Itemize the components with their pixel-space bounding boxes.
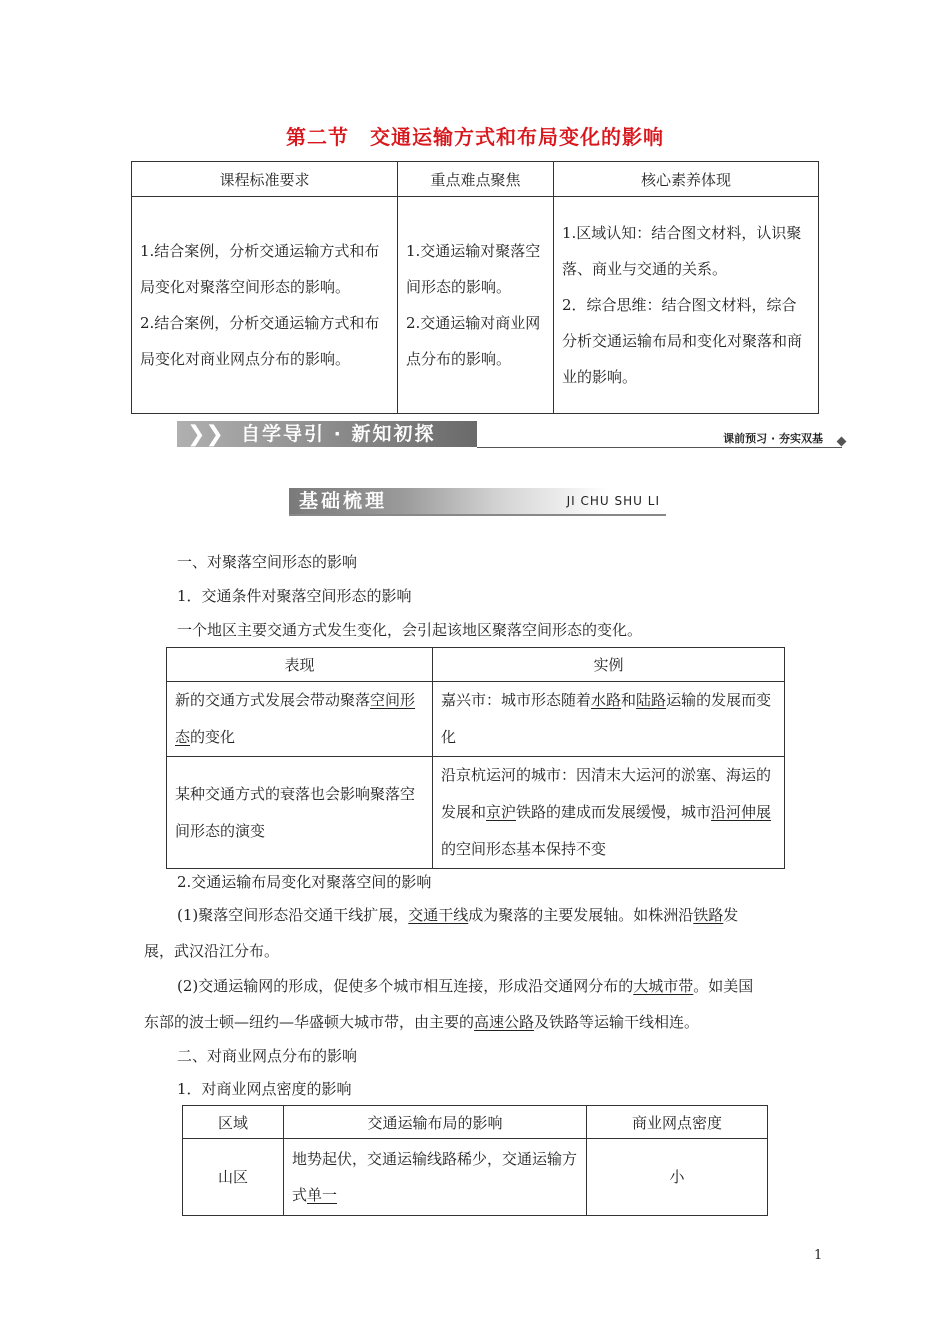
table-cell: 1.结合案例，分析交通运输方式和布局变化对聚落空间形态的影响。 2.结合案例，分析交通运输方式和布局变化对商业网点分布的影响。 [132,197,398,414]
subsection-heading: 2.交通运输布局变化对聚落空间的影响 [177,873,432,891]
table-cell: 嘉兴市：城市形态随着水路和陆路运输的发展而变化 [433,682,785,757]
paragraph: 东部的波士顿—纽约—华盛顿大城市带，由主要的高速公路及铁路等运输干线相连。 [144,1013,700,1031]
table-header: 核心素养体现 [554,162,819,197]
subsection-heading: 1．交通条件对聚落空间形态的影响 [177,587,412,605]
table-cell: 某种交通方式的衰落也会影响聚落空间形态的演变 [167,757,433,869]
basics-banner: 基础梳理 JI CHU SHU LI [289,488,666,516]
table-header: 实例 [433,648,785,682]
table-header: 交通运输布局的影响 [284,1106,587,1139]
table-cell: 1.交通运输对聚落空间形态的影响。 2.交通运输对商业网点分布的影响。 [398,197,554,414]
diamond-icon [837,437,847,447]
paragraph: (1)聚落空间形态沿交通干线扩展，交通干线成为聚落的主要发展轴。如株洲沿铁路发 [177,906,739,924]
section-heading: 一、对聚落空间形态的影响 [177,553,358,571]
table-header: 区域 [183,1106,284,1139]
paragraph: (2)交通运输网的形成，促使多个城市相互连接，形成沿交通网分布的大城市带。如美国 [177,977,754,995]
table-cell: 山区 [183,1139,284,1216]
section-heading: 二、对商业网点分布的影响 [177,1047,358,1065]
table-header: 课程标准要求 [132,162,398,197]
commerce-density-table [182,1105,768,1216]
chevrons-icon: ❯❯ [187,422,224,447]
paragraph: 一个地区主要交通方式发生变化，会引起该地区聚落空间形态的变化。 [177,621,643,639]
table-cell: 小 [587,1139,768,1216]
course-standards-table [131,161,819,414]
table-header: 重点难点聚焦 [398,162,554,197]
transport-settlement-table [166,647,785,869]
table-cell: 新的交通方式发展会带动聚落空间形态的变化 [167,682,433,757]
table-cell: 地势起伏，交通运输线路稀少，交通运输方式单一 [284,1139,587,1216]
banner-subtitle: 课前预习 · 夯实双基 [723,432,823,445]
table-header: 商业网点密度 [587,1106,768,1139]
paragraph: 展，武汉沿江分布。 [144,942,280,960]
subsection-heading: 1．对商业网点密度的影响 [177,1080,352,1098]
table-header: 表现 [167,648,433,682]
page-title: 第二节 交通运输方式和布局变化的影响 [286,125,664,149]
self-study-banner: ❯❯ 自学导引 · 新知初探 课前预习 · 夯实双基 [177,420,849,450]
page-number: 1 [814,1248,823,1263]
table-cell: 1.区域认知：结合图文材料，认识聚落、商业与交通的关系。 2．综合思维：结合图文材料，综合分析交通运输布局和变化对聚落和商业的影响。 [554,197,819,414]
table-cell: 沿京杭运河的城市：因清末大运河的淤塞、海运的发展和京沪铁路的建成而发展缓慢，城市沿河伸展的空间形态基本保持不变 [433,757,785,869]
